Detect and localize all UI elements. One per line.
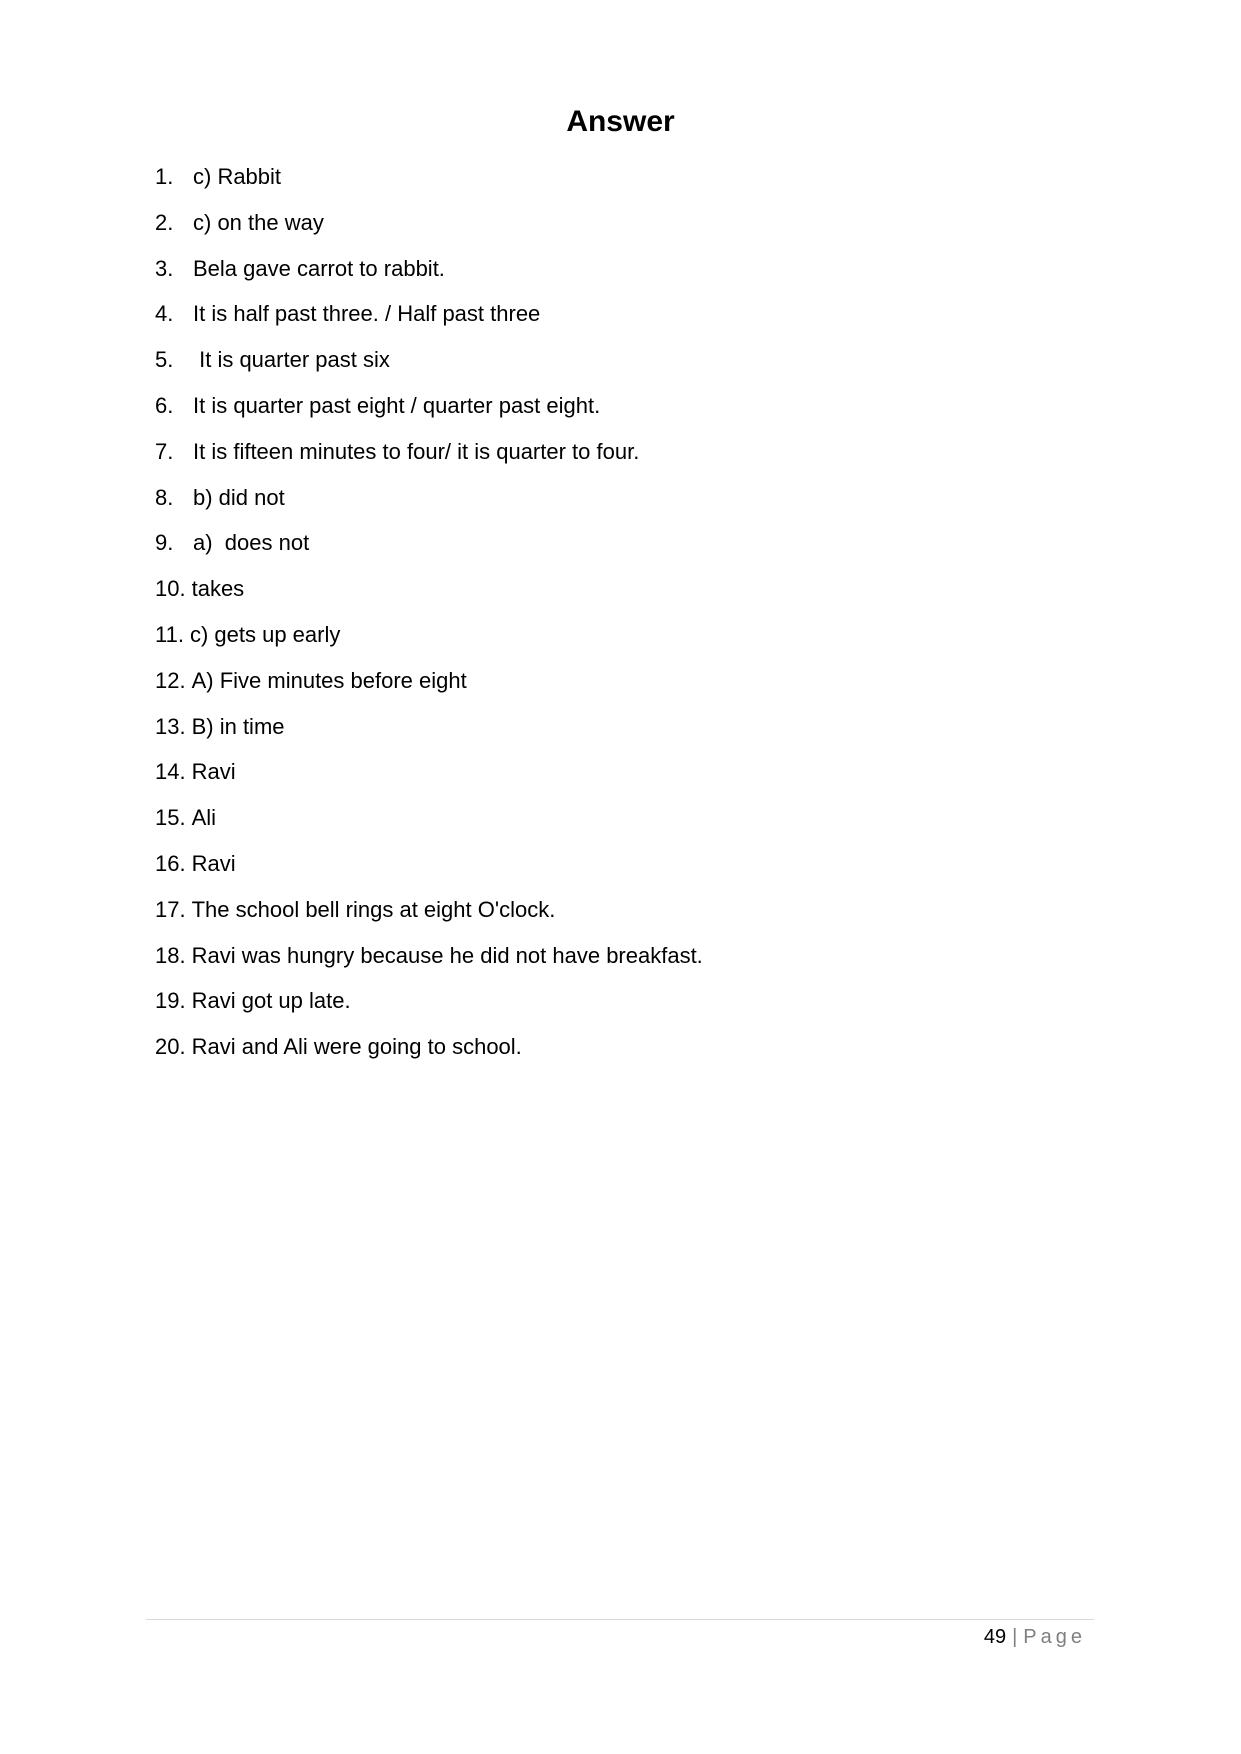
answer-item (155, 1031, 703, 1077)
answer-item (155, 665, 703, 711)
answer-item (155, 482, 703, 528)
answer-text: Ravi (191, 850, 236, 876)
page-label: Page (1023, 1626, 1086, 1648)
answer-number: 2. (155, 209, 174, 235)
answer-list (155, 161, 703, 1077)
footer-separator: | (1012, 1626, 1018, 1648)
answer-text: Ali (191, 805, 217, 831)
answer-number: 6. (155, 392, 174, 418)
answer-item (155, 344, 703, 390)
answer-number: 3. (155, 255, 174, 281)
answer-text: Bela gave carrot to rabbit. (193, 255, 445, 281)
answer-text: It is quarter past six (193, 347, 390, 373)
answer-text: c) on the way (193, 209, 324, 235)
answer-item (155, 802, 703, 848)
answer-number: 8. (155, 484, 174, 510)
answer-item (155, 436, 703, 482)
answer-item (155, 985, 703, 1031)
answer-text: A) Five minutes before eight (191, 667, 467, 693)
answer-text: Ravi got up late. (191, 988, 351, 1014)
answer-number: 16. (155, 850, 186, 876)
answer-item (155, 756, 703, 802)
answer-number: 10. (155, 576, 186, 602)
answer-text: It is half past three. / Half past three (193, 301, 541, 327)
page-footer (984, 1622, 1086, 1652)
answer-number: 13. (155, 713, 186, 739)
answer-text: c) gets up early (189, 621, 341, 647)
answer-item (155, 848, 703, 894)
answer-text: It is quarter past eight / quarter past eight. (193, 392, 601, 418)
answer-text: takes (191, 576, 245, 602)
answer-text: The school bell rings at eight O'clock. (191, 896, 556, 922)
answer-number: 12. (155, 667, 186, 693)
answer-text: c) Rabbit (193, 164, 282, 189)
answer-number: 20. (155, 1034, 186, 1060)
answer-item (155, 390, 703, 436)
answer-text: a) does not (193, 530, 310, 556)
answer-number: 4. (155, 301, 174, 327)
answer-item (155, 711, 703, 757)
answer-text: B) in time (191, 713, 285, 739)
answer-text: b) did not (193, 484, 285, 510)
page-number: 49 (983, 1626, 1007, 1648)
answer-number: 11. (155, 621, 184, 647)
answer-number: 19. (155, 988, 186, 1014)
answer-item (155, 619, 703, 665)
answer-item (155, 894, 703, 940)
answer-item (155, 573, 703, 619)
answer-text: Ravi and Ali were going to school. (191, 1034, 522, 1060)
page-title: Answer (566, 105, 675, 138)
answer-text: Ravi (191, 759, 236, 785)
answer-number: 5. (155, 347, 174, 373)
answer-text: Ravi was hungry because he did not have breakfast. (191, 942, 703, 968)
answer-number: 17. (155, 896, 186, 922)
answer-number: 15. (155, 805, 186, 831)
answer-item (155, 253, 703, 299)
answer-text: It is fifteen minutes to four/ it is quarter to four. (193, 438, 640, 464)
answer-item (155, 207, 703, 253)
answer-item (155, 161, 703, 207)
answer-number: 9. (155, 530, 174, 556)
answer-item (155, 940, 703, 986)
answer-item (155, 527, 703, 573)
footer-divider (146, 1619, 1094, 1620)
answer-number: 7. (155, 438, 174, 464)
answer-number: 18. (155, 942, 186, 968)
answer-item (155, 298, 703, 344)
answer-number: 1. (155, 164, 174, 189)
answer-number: 14. (155, 759, 186, 785)
